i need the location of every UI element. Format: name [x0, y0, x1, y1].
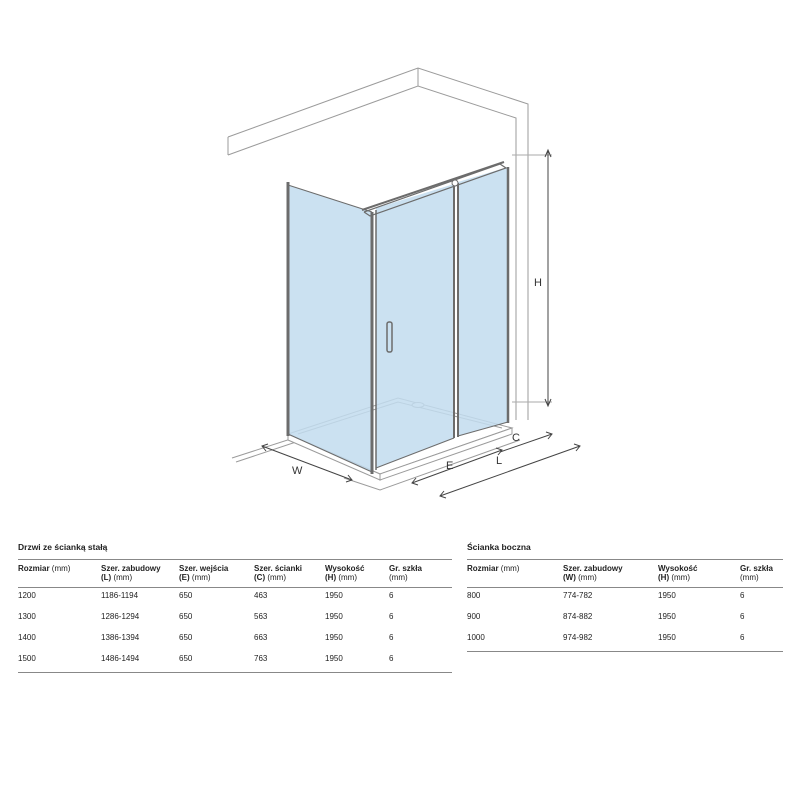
table-cell: 874-882: [563, 611, 593, 621]
table-cell: 650: [179, 632, 193, 642]
door-table-header-row: [18, 559, 452, 587]
side-table-title: Ścianka boczna: [467, 542, 531, 552]
table-cell: 1186-1194: [101, 590, 139, 600]
table-cell: 6: [740, 630, 783, 652]
table-cell: 6: [740, 590, 745, 600]
table-cell: 763: [254, 651, 325, 673]
table-cell: 974-982: [563, 630, 658, 652]
table-cell: 1286-1294: [101, 611, 140, 621]
side-header-build-width: Szer. zabudowy (W) (mm): [563, 563, 623, 582]
table-cell: 1950: [325, 632, 343, 642]
table-cell: 774-782: [563, 590, 593, 600]
table-cell: 6: [389, 590, 394, 600]
table-cell: 1400: [18, 632, 36, 642]
door-header-size: Rozmiar (mm): [18, 563, 71, 573]
table-cell: 1200: [18, 590, 36, 600]
l-dimension: [440, 446, 580, 496]
floor-front-edge: [236, 440, 302, 462]
glass-panels: [288, 167, 508, 472]
dimension-label-c: C: [512, 432, 520, 444]
table-row: [18, 587, 452, 609]
table-row: [467, 587, 783, 609]
dimension-label-e: E: [446, 460, 454, 472]
table-cell: 650: [179, 651, 254, 673]
door-roller: [452, 180, 458, 186]
table-row: [467, 630, 783, 652]
door-header-entry-width: Szer. wejścia (E) (mm): [179, 563, 229, 582]
side-table-header-row: [467, 559, 783, 587]
side-header-size: Rozmiar (mm): [467, 563, 520, 573]
door-table-title: Drzwi ze ścianką stałą: [18, 542, 108, 552]
table-cell: 563: [254, 611, 268, 621]
door-header-panel-width: Szer. ścianki (C) (mm): [254, 563, 303, 582]
table-cell: 1486-1494: [101, 651, 179, 673]
table-cell: 650: [179, 611, 193, 621]
table-cell: 1950: [658, 590, 676, 600]
side-header-glass-thickness: Gr. szkła (mm): [740, 563, 773, 582]
door-header-build-width: Szer. zabudowy (L) (mm): [101, 563, 161, 582]
table-row: [18, 609, 452, 630]
table-row: [467, 609, 783, 630]
table-cell: 1000: [467, 630, 563, 652]
dimension-label-l: L: [496, 455, 503, 467]
table-row: [18, 651, 452, 673]
table-cell: 6: [389, 632, 394, 642]
table-cell: 1950: [658, 611, 676, 621]
door-header-height: Wysokość (H) (mm): [325, 563, 365, 582]
door-spec-table: [18, 543, 452, 673]
side-panel-glass: [288, 185, 372, 472]
table-cell: 6: [740, 611, 745, 621]
table-cell: 1386-1394: [101, 632, 140, 642]
table-cell: 1950: [325, 651, 389, 673]
door-header-glass-thickness: Gr. szkła (mm): [389, 563, 422, 582]
table-cell: 800: [467, 590, 481, 600]
dimension-label-w: W: [292, 465, 303, 477]
table-cell: 1300: [18, 611, 36, 621]
side-panel-spec-table: [467, 543, 783, 652]
table-cell: 1950: [325, 611, 343, 621]
dimension-label-h: H: [534, 277, 542, 289]
table-cell: 650: [179, 590, 193, 600]
side-header-height: Wysokość (H) (mm): [658, 563, 698, 582]
table-cell: 1950: [658, 630, 740, 652]
table-cell: 6: [389, 651, 452, 673]
table-cell: 1500: [18, 651, 101, 673]
table-cell: 6: [389, 611, 394, 621]
table-cell: 663: [254, 632, 268, 642]
table-cell: 1950: [325, 590, 343, 600]
table-cell: 463: [254, 590, 268, 600]
table-row: [18, 630, 452, 651]
fixed-panel-glass: [458, 167, 508, 436]
table-cell: 900: [467, 611, 481, 621]
c-dimension: [500, 434, 552, 452]
